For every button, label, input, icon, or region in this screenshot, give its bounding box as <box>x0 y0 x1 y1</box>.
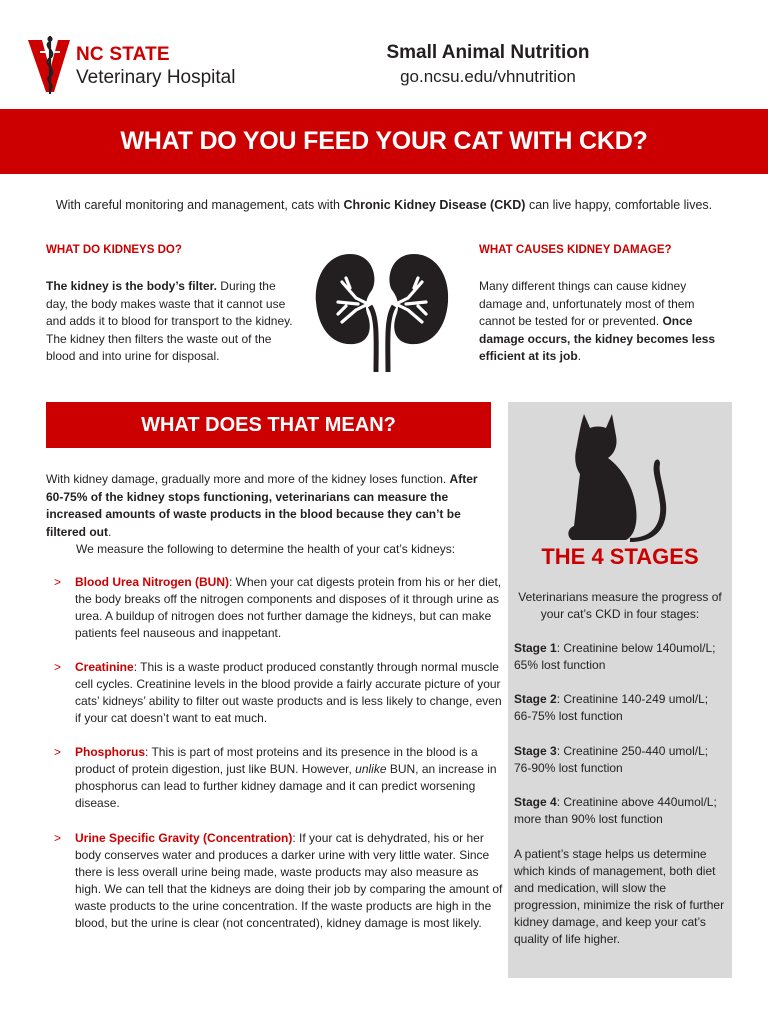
stage-item: Stage 4: Creatinine above 440umol/L; more than 90% lost function <box>514 795 717 826</box>
list-item-urine-specific-gravity: > Urine Specific Gravity (Concentration): If your cat is dehydrated, his or her body conserves water and produces a darker urine with very little water. Since there is less overall urine being made, waste products may also measure as high. We can tell that the kidneys are doing their job by comparing the amount of waste products to the urine concentration. If the waste products are high in the blood, but the urine is clear (not concentrated), kidney damage is most likely. <box>54 831 503 930</box>
chevron-right-icon: > <box>54 745 62 759</box>
chevron-right-icon: > <box>54 831 62 845</box>
measure-intro-line: We measure the following to determine the health of your cat’s kidneys: <box>76 542 456 556</box>
vet-hospital-logo <box>26 36 266 96</box>
header-url[interactable]: go.ncsu.edu/vhnutrition <box>400 67 576 86</box>
meaning-banner: WHAT DOES THAT MEAN? <box>46 402 491 448</box>
stages-title: THE 4 STAGES <box>541 544 699 569</box>
creatinine-term: Creatinine <box>75 660 134 674</box>
list-item-creatinine: > Creatinine: This is a waste product produced constantly through normal muscle cell cycles. Creatinine levels in the blood provide a fairly accurate picture of your cats’ kidneys’ ability to filter out waste products and is less likely to change, even if your cat doesn’t want to eat much. <box>54 660 502 725</box>
bun-term: Blood Urea Nitrogen (BUN) <box>75 575 229 589</box>
logo-hospital-text: Veterinary Hospital <box>76 67 236 88</box>
phosphorus-term: Phosphorus <box>75 745 146 759</box>
intro-text: With careful monitoring and management, cats with Chronic Kidney Disease (CKD) can live happy, comfortable lives. <box>55 198 713 212</box>
kidneys-paragraph: The kidney is the body’s filter. During the day, the body makes waste that it cannot use and adds it to blood for transport to the kidney. The kidney then filters the waste out of the blood and into urine for disposal. <box>46 279 293 363</box>
header-info <box>360 42 616 87</box>
cat-silhouette-icon <box>556 412 668 542</box>
causes-paragraph: Many different things can cause kidney damage and, unfortunately most of them cannot be tested for or prevented. Once damage occurs, the kidney becomes less efficient at its job. <box>479 279 716 363</box>
nc-state-vet-logo-icon <box>26 36 72 96</box>
chevron-right-icon: > <box>54 660 62 674</box>
causes-heading: WHAT CAUSES KIDNEY DAMAGE? <box>479 244 672 256</box>
stages-sidebar <box>508 402 732 978</box>
meaning-paragraph: With kidney damage, gradually more and more of the kidney loses function. After 60-75% of the kidney stops functioning, veterinarians can measure the increased amounts of waste products in the blood because they can’t be filtered out. <box>46 472 478 539</box>
stage-item: Stage 3: Creatinine 250-440 umol/L; 76-90% lost function <box>514 744 709 775</box>
stage-item: Stage 1: Creatinine below 140umol/L; 65% lost function <box>514 641 716 672</box>
stages-intro: Veterinarians measure the progress of your cat’s CKD in four stages: <box>518 590 722 621</box>
main-title-banner: WHAT DO YOU FEED YOUR CAT WITH CKD? <box>0 109 768 174</box>
logo-ncstate-text: NC STATE <box>76 44 170 65</box>
list-item-phosphorus: > Phosphorus: This is part of most proteins and its presence in the blood is a product of protein digestion, just like BUN. However, unlike BUN, an increase in phosphorus can lead to further kidney damage and it can predict worsening disease. <box>54 745 497 810</box>
kidneys-heading: WHAT DO KIDNEYS DO? <box>46 244 182 256</box>
list-item-bun: > Blood Urea Nitrogen (BUN): When your cat digests protein from his or her diet, the body breaks off the nitrogen components and disposes of it through urine as urea. A buildup of nitrogen does not further damage the kidneys, but can make patients feel nauseous and inappetant. <box>54 575 502 640</box>
ckd-term: Chronic Kidney Disease (CKD) <box>343 198 526 212</box>
stage-item: Stage 2: Creatinine 140-249 umol/L; 66-75% lost function <box>514 692 709 723</box>
chevron-right-icon: > <box>54 575 62 589</box>
header-title: Small Animal Nutrition <box>386 42 590 63</box>
stages-closing-text: A patient’s stage helps us determine which kinds of management, both diet and medication, will slow the progression, minimize the risk of further kidney damage, and keep your cat’s quality of life higher. <box>514 847 725 946</box>
usg-term: Urine Specific Gravity (Concentration) <box>75 831 293 845</box>
kidneys-icon <box>312 248 452 372</box>
